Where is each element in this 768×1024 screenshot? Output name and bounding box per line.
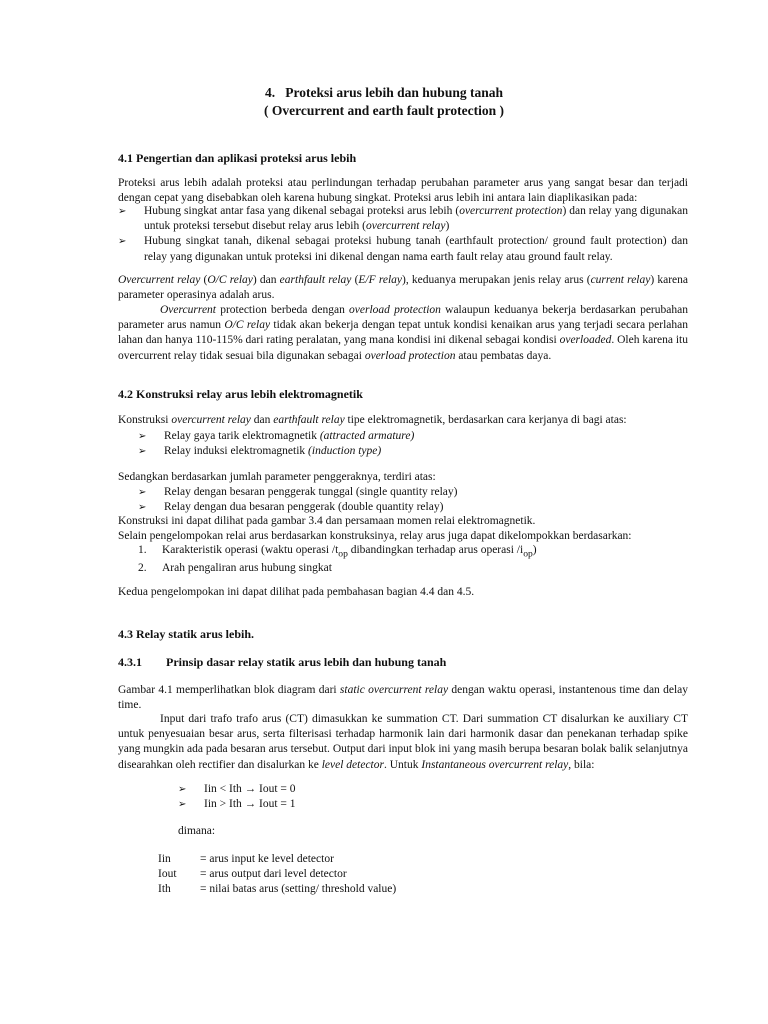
chapter-title: [0, 84, 768, 119]
list-item: ➢ Relay induksi elektromagnetik (induction type): [118, 444, 688, 459]
definition-row: Iin = arus input ke level detector: [158, 853, 334, 865]
list-item: ➢ Iin > Ith → Iout = 1: [178, 797, 296, 812]
section-4-2-paragraph-3: Konstruksi ini dapat dilihat pada gambar 3.4 dan persamaan momen relai elektromagnetik. Selain pengelompokan relai arus berdasarkan konstruksinya, relay arus juga dapat dikelompokkan berdasarkan:: [118, 515, 632, 543]
list-item: ➢ Iin < Ith → Iout = 0: [178, 782, 296, 797]
section-4-3-paragraph-2: Input dari trafo trafo arus (CT) dimasukkan ke summation CT. Dari summation CT disalurkan ke auxiliary CT untuk penyesuaian besar arus, serta filterisasi terhadap harmonik lain dari harmonik dasar dan penekanan terhadap spike yang mungkin ada pada besaran arus tersebut. Output dari input blok ini yang masih berupa besaran bolak balik selanjutnya disearahkan oleh rectifier dan disalurkan ke level detector. Untuk Instantaneous overcurrent relay, bila:: [118, 713, 688, 771]
section-4-2-type-list: [118, 429, 688, 459]
list-item: 1. Karakteristik operasi (waktu operasi $/t_{op}$ dibandingkan terhadap arus operasi $/i_{op}$): [138, 544, 537, 560]
section-4-3-heading: 4.3 Relay statik arus lebih.: [118, 627, 255, 641]
section-4-1-paragraph-3: Overcurrent protection berbeda dengan overload protection walaupun keduanya bekerja berdasarkan perubahan parameter arus namun O/C relay tidak akan bekerja dengan tepat untuk kondisi kenaikan arus yang terjadi secara perlahan lahan dan hanya 110-115% dari rating peralatan, yang mana kondisi ini dikenal sebagai kondisi overloaded. Oleh karena itu overcurrent relay tidak sesuai bila digunakan sebagai overload protection atau pembatas daya.: [118, 304, 688, 362]
definition-list: [158, 852, 396, 898]
arrowhead-bullet-icon: ➢: [118, 236, 127, 248]
section-4-1-paragraph-1: Proteksi arus lebih adalah proteksi atau perlindungan terhadap perubahan parameter arus yang sangat besar dan terjadi dengan cepat yang disebabkan oleh karena hubung singkat. Proteksi arus lebih ini antara lain diaplikasikan pada:: [118, 177, 688, 205]
list-item: ➢ Relay gaya tarik elektromagnetik (attracted armature): [118, 429, 688, 444]
section-4-2-heading: 4.2 Konstruksi relay arus lebih elektromagnetik: [118, 387, 363, 401]
arrowhead-bullet-icon: ➢: [118, 206, 127, 217]
section-4-2-numbered-list: [118, 543, 688, 576]
section-4-3-1-heading: 4.3.1 Prinsip dasar relay statik arus lebih dan hubung tanah: [118, 655, 447, 669]
chapter-subtitle: ( Overcurrent and earth fault protection ): [264, 102, 504, 118]
definition-row: Ith = nilai batas arus (setting/ threshold value): [158, 883, 397, 896]
chapter-title-text: Proteksi arus lebih dan hubung tanah: [285, 85, 503, 100]
section-4-3-paragraph-1: Gambar 4.1 memperlihatkan blok diagram dari static overcurrent relay dengan waktu operasi, instantenous time dan delay time.: [118, 684, 688, 712]
section-4-2-paragraph-1: Konstruksi overcurrent relay dan earthfault relay tipe elektromagnetik, berdasarkan cara kerjanya di bagi atas:: [118, 414, 627, 426]
dimana-label: dimana:: [178, 825, 216, 837]
section-4-1-heading: 4.1 Pengertian dan aplikasi proteksi arus lebih: [118, 151, 357, 165]
condition-list: [178, 782, 296, 812]
section-4-1-paragraph-2: Overcurrent relay (O/C relay) dan earthfault relay (E/F relay), keduanya merupakan jenis relay arus (current relay) karena parameter operasinya adalah arus.: [118, 274, 688, 302]
list-item: ➢ Relay dengan besaran penggerak tunggal (single quantity relay): [118, 485, 688, 500]
list-item: 2. Arah pengaliran arus hubung singkat: [138, 561, 332, 574]
arrowhead-bullet-icon: ➢: [138, 431, 147, 442]
section-4-2-quantity-list: [118, 485, 688, 515]
section-4-1-bullets: [118, 204, 688, 265]
chapter-number: 4.: [265, 85, 276, 100]
arrowhead-bullet-icon: ➢: [178, 799, 187, 811]
list-item: ➢ Hubung singkat antar fasa yang dikenal sebagai proteksi arus lebih (overcurrent protection) dan relay yang digunakan untuk proteksi tersebut disebut relay arus lebih (overcurrent relay): [118, 204, 688, 234]
list-item: ➢ Relay dengan dua besaran penggerak (double quantity relay): [118, 500, 688, 515]
arrowhead-bullet-icon: ➢: [178, 784, 187, 795]
arrowhead-bullet-icon: ➢: [138, 502, 147, 514]
section-4-2-paragraph-5: Kedua pengelompokan ini dapat dilihat pada pembahasan bagian 4.4 dan 4.5.: [118, 586, 475, 598]
definition-row: Iout = arus output dari level detector: [158, 868, 347, 881]
arrowhead-bullet-icon: ➢: [138, 446, 147, 458]
arrowhead-bullet-icon: ➢: [138, 487, 147, 498]
section-4-2-paragraph-2: Sedangkan berdasarkan jumlah parameter penggeraknya, terdiri atas:: [118, 471, 436, 483]
list-item: ➢ Hubung singkat tanah, dikenal sebagai proteksi hubung tanah (earthfault protection/ ground fault protection) dan relay yang digunakan untuk proteksi ini dikenal dengan nama earth fault relay atau ground fault relay.: [118, 234, 688, 264]
